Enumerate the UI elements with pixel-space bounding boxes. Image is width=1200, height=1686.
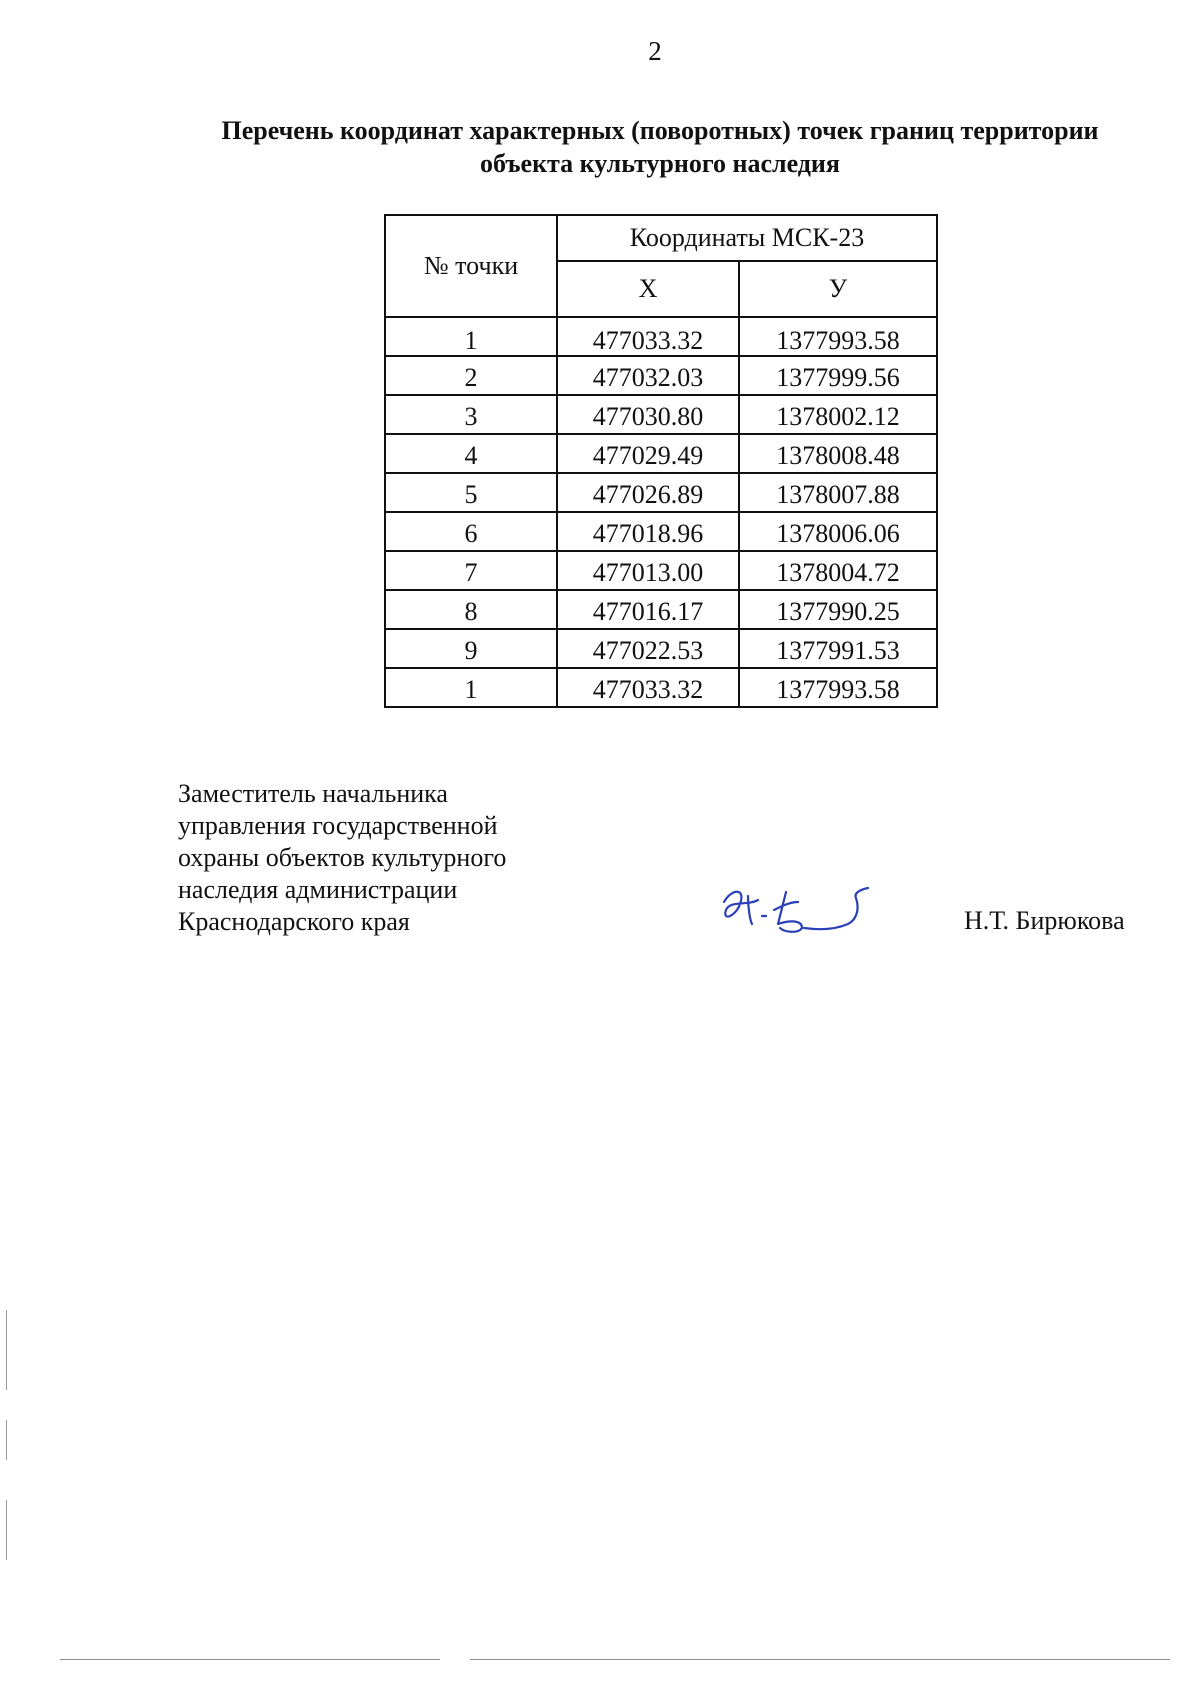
point-number-cell: 3 [385, 395, 557, 434]
header-x: Х [557, 261, 739, 317]
y-coordinate-cell: 1378008.48 [739, 434, 937, 473]
table-row [385, 590, 937, 629]
x-coordinate-cell: 477029.49 [557, 434, 739, 473]
y-coordinate-cell: 1378007.88 [739, 473, 937, 512]
coordinates-table [384, 214, 938, 708]
point-number-cell: 8 [385, 590, 557, 629]
table-row [385, 473, 937, 512]
point-number-cell: 6 [385, 512, 557, 551]
table-row [385, 629, 937, 668]
table-row [385, 434, 937, 473]
document-title-line-2: объекта культурного наследия [480, 149, 840, 179]
page-number: 2 [648, 36, 662, 66]
y-coordinate-cell: 1377999.56 [739, 356, 937, 395]
x-coordinate-cell: 477018.96 [557, 512, 739, 551]
x-coordinate-cell: 477026.89 [557, 473, 739, 512]
scan-artifact-line [470, 1659, 1170, 1660]
signatory-line: управления государственной [178, 811, 498, 840]
point-number-cell: 2 [385, 356, 557, 395]
y-coordinate-cell: 1378006.06 [739, 512, 937, 551]
scan-artifact-mark [6, 1500, 7, 1560]
table-row [385, 395, 937, 434]
header-point-number: № точки [385, 215, 557, 317]
y-coordinate-cell: 1377991.53 [739, 629, 937, 668]
x-coordinate-cell: 477030.80 [557, 395, 739, 434]
point-number-cell: 4 [385, 434, 557, 473]
y-coordinate-cell: 1377993.58 [739, 317, 937, 356]
point-number-cell: 5 [385, 473, 557, 512]
signer-name: Н.Т. Бирюкова [964, 906, 1125, 935]
x-coordinate-cell: 477032.03 [557, 356, 739, 395]
scan-artifact-mark [6, 1420, 7, 1460]
point-number-cell: 9 [385, 629, 557, 668]
signatory-line: Краснодарского края [178, 907, 410, 936]
document-title [150, 114, 1170, 180]
scan-artifact-mark [6, 1310, 7, 1390]
handwritten-signature [718, 880, 878, 940]
table-row [385, 512, 937, 551]
x-coordinate-cell: 477016.17 [557, 590, 739, 629]
header-coordinates: Координаты МСК-23 [557, 215, 937, 261]
point-number-cell: 1 [385, 668, 557, 707]
y-coordinate-cell: 1378004.72 [739, 551, 937, 590]
scan-artifact-line [60, 1659, 440, 1660]
table-row [385, 668, 937, 707]
x-coordinate-cell: 477033.32 [557, 317, 739, 356]
x-coordinate-cell: 477022.53 [557, 629, 739, 668]
signatory-line: Заместитель начальника [178, 779, 448, 808]
table-row [385, 356, 937, 395]
y-coordinate-cell: 1377990.25 [739, 590, 937, 629]
point-number-cell: 7 [385, 551, 557, 590]
signatory-line: наследия администрации [178, 875, 458, 904]
table-row [385, 317, 937, 356]
y-coordinate-cell: 1377993.58 [739, 668, 937, 707]
y-coordinate-cell: 1378002.12 [739, 395, 937, 434]
coordinates-table-body [385, 317, 937, 707]
table-row [385, 551, 937, 590]
x-coordinate-cell: 477013.00 [557, 551, 739, 590]
signatory-position [178, 778, 506, 938]
signatory-line: охраны объектов культурного [178, 843, 507, 872]
header-y: У [739, 261, 937, 317]
x-coordinate-cell: 477033.32 [557, 668, 739, 707]
point-number-cell: 1 [385, 317, 557, 356]
document-title-line-1: Перечень координат характерных (поворотных) точек границ территории [221, 116, 1099, 145]
